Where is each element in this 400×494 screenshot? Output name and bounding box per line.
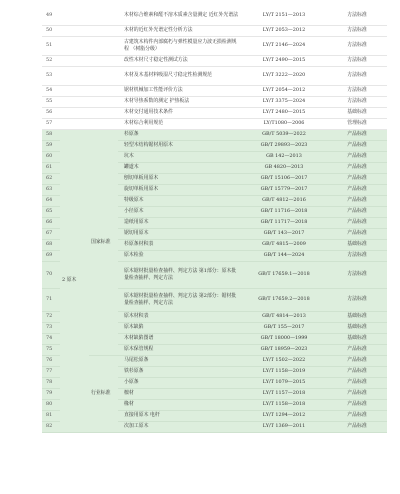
- row-number: 76: [42, 355, 60, 366]
- standard-code: GB/T 4812—2016: [241, 195, 327, 206]
- row-number: 78: [42, 377, 60, 388]
- row-number: 57: [42, 118, 60, 129]
- standard-name: 直接用原木 电杆: [118, 410, 241, 421]
- standard-code: GB/T 155—2017: [241, 322, 327, 333]
- row-number: 68: [42, 239, 60, 250]
- table-row: [42, 66, 387, 85]
- standard-type: 产品标准: [327, 355, 387, 366]
- standard-name: 铁杉原条: [118, 366, 241, 377]
- standard-type: 产品标准: [327, 399, 387, 410]
- table-row: [42, 355, 387, 366]
- standard-type: 产品标准: [327, 410, 387, 421]
- standard-type: 基础标准: [327, 239, 387, 250]
- standard-name: 木材及木基材料吸湿尺寸稳定性检测规范: [118, 66, 241, 85]
- standard-name: 木材综合利用规范: [118, 118, 241, 129]
- standard-name: 木材交付通用技术条件: [118, 107, 241, 118]
- table-row: [42, 55, 387, 66]
- standard-code: GB/T 18959—2023: [241, 344, 327, 355]
- row-number: 53: [42, 66, 60, 85]
- major-category: 2 原木: [60, 129, 89, 432]
- standard-name: 特级原木: [118, 195, 241, 206]
- standard-code: LY/T 2054—2012: [241, 85, 327, 96]
- standard-name: 原木缺陷: [118, 322, 241, 333]
- table-row: [42, 129, 387, 140]
- standard-name: 原木锯材批量检查抽样、判定方法 第1部分：原木批量检查抽样、判定方法: [118, 261, 241, 288]
- standard-name: 杉原条: [118, 129, 241, 140]
- row-number: 51: [42, 36, 60, 55]
- standard-name: 木材的近红外光谱定性分析方法: [118, 25, 241, 36]
- standard-name: 马尾松原条: [118, 355, 241, 366]
- row-number: 77: [42, 366, 60, 377]
- standard-name: 旋切单板用原木: [118, 184, 241, 195]
- industry-standard-label: 行业标准: [89, 355, 118, 432]
- standard-type: 产品标准: [327, 151, 387, 162]
- standard-type: 方法标准: [327, 55, 387, 66]
- standard-code: LY/T 1294—2012: [241, 410, 327, 421]
- major-category-cell: [60, 107, 89, 118]
- table-row: [42, 85, 387, 96]
- standard-name: 原木保管规程: [118, 344, 241, 355]
- row-number: 71: [42, 288, 60, 311]
- standard-code: GB/T 17659.1—2018: [241, 261, 327, 288]
- sub-category-cell: [89, 36, 118, 55]
- standard-code: LY/T 2146—2024: [241, 36, 327, 55]
- standard-type: 方法标准: [327, 66, 387, 85]
- standard-code: GB 4820—2013: [241, 162, 327, 173]
- row-number: 56: [42, 107, 60, 118]
- major-category-cell: [60, 36, 89, 55]
- table-row: [42, 25, 387, 36]
- sub-category-cell: [89, 55, 118, 66]
- standard-type: 方法标准: [327, 96, 387, 107]
- table-row: [42, 6, 387, 25]
- standard-code: GB/T 15779—2017: [241, 184, 327, 195]
- sub-category-cell: [89, 118, 118, 129]
- standard-type: 产品标准: [327, 377, 387, 388]
- standard-name: 造纸用原木: [118, 217, 241, 228]
- standard-name: 小径原木: [118, 206, 241, 217]
- standard-type: 方法标准: [327, 25, 387, 36]
- national-standard-label: 国家标准: [89, 129, 118, 355]
- standard-name: 轻型木结构锯材用原木: [118, 140, 241, 151]
- sub-category-cell: [89, 6, 118, 25]
- major-category-cell: [60, 66, 89, 85]
- row-number: 72: [42, 311, 60, 322]
- standard-name: 古建筑木构件内部腐朽与弹性模量应力波无损检测规程 （树脂分级）: [118, 36, 241, 55]
- major-category-cell: [60, 85, 89, 96]
- standard-type: 产品标准: [327, 344, 387, 355]
- standard-code: GB/T 4815—2009: [241, 239, 327, 250]
- row-number: 81: [42, 410, 60, 421]
- standard-code: LY/T 1502—2022: [241, 355, 327, 366]
- standard-type: 方法标准: [327, 36, 387, 55]
- table-row: [42, 107, 387, 118]
- major-category-cell: [60, 118, 89, 129]
- standard-type: 产品标准: [327, 388, 387, 399]
- standard-name: 改性木材尺寸稳定性测试方法: [118, 55, 241, 66]
- standard-name: 坑木: [118, 151, 241, 162]
- standard-name: 锯切用原木: [118, 228, 241, 239]
- standard-code: LY/T 1369—2011: [241, 421, 327, 432]
- standard-name: 木材综合维素和醛不溶木质素含量测定 近红外光谱法: [118, 6, 241, 25]
- standard-type: 产品标准: [327, 206, 387, 217]
- row-number: 61: [42, 162, 60, 173]
- row-number: 60: [42, 151, 60, 162]
- standard-code: GB/T 11717—2018: [241, 217, 327, 228]
- standard-type: 产品标准: [327, 366, 387, 377]
- standard-type: 基础标准: [327, 322, 387, 333]
- row-number: 55: [42, 96, 60, 107]
- standard-code: LY/T 3222—2020: [241, 66, 327, 85]
- row-number: 75: [42, 344, 60, 355]
- major-category-cell: [60, 25, 89, 36]
- major-category-cell: [60, 6, 89, 25]
- row-number: 50: [42, 25, 60, 36]
- standard-code: LY/T 1079—2015: [241, 377, 327, 388]
- standard-code: LY/T 2053—2012: [241, 25, 327, 36]
- standard-name: 杉原条材积表: [118, 239, 241, 250]
- major-category-cell: [60, 55, 89, 66]
- row-number: 59: [42, 140, 60, 151]
- standard-type: 产品标准: [327, 140, 387, 151]
- standard-type: 产品标准: [327, 228, 387, 239]
- standard-name: 刨切单板用原木: [118, 173, 241, 184]
- standard-code: LY/T 2490—2015: [241, 55, 327, 66]
- standard-name: 次加工原木: [118, 421, 241, 432]
- standard-name: 小原条: [118, 377, 241, 388]
- standard-name: 锯材机械加工性能评价方法: [118, 85, 241, 96]
- sub-category-cell: [89, 25, 118, 36]
- standard-code: LY/T 1158—2019: [241, 366, 327, 377]
- row-number: 73: [42, 322, 60, 333]
- row-number: 54: [42, 85, 60, 96]
- row-number: 64: [42, 195, 60, 206]
- row-number: 74: [42, 333, 60, 344]
- table-row: [42, 96, 387, 107]
- standard-type: 产品标准: [327, 421, 387, 432]
- standard-name: 原木锯材批量检查抽样、判定方法 第2部分：锯材批量检查抽样、判定方法: [118, 288, 241, 311]
- row-number: 80: [42, 399, 60, 410]
- standard-type: 方法标准: [327, 288, 387, 311]
- standard-code: GB/T 15106—2017: [241, 173, 327, 184]
- row-number: 63: [42, 184, 60, 195]
- standard-code: GB/T 29893—2023: [241, 140, 327, 151]
- row-number: 66: [42, 217, 60, 228]
- standard-type: 产品标准: [327, 129, 387, 140]
- standard-type: 产品标准: [327, 162, 387, 173]
- row-number: 70: [42, 261, 60, 288]
- standard-code: LY/T1080—2006: [241, 118, 327, 129]
- standard-code: LY/T 2151—2013: [241, 6, 327, 25]
- standard-type: 产品标准: [327, 184, 387, 195]
- table-row: [42, 118, 387, 129]
- standard-name: 檩材: [118, 388, 241, 399]
- row-number: 82: [42, 421, 60, 432]
- standard-code: GB/T 4814—2013: [241, 311, 327, 322]
- row-number: 67: [42, 228, 60, 239]
- standard-name: 木材导热系数的测定 护热板法: [118, 96, 241, 107]
- row-number: 65: [42, 206, 60, 217]
- row-number: 49: [42, 6, 60, 25]
- standard-code: LY/T 3375—2024: [241, 96, 327, 107]
- major-category-cell: [60, 96, 89, 107]
- standard-code: GB/T 17659.2—2018: [241, 288, 327, 311]
- standard-type: 基础标准: [327, 107, 387, 118]
- standard-code: LY/T 2480—2015: [241, 107, 327, 118]
- row-number: 69: [42, 250, 60, 261]
- standard-name: 原木材积表: [118, 311, 241, 322]
- sub-category-cell: [89, 107, 118, 118]
- sub-category-cell: [89, 66, 118, 85]
- sub-category-cell: [89, 96, 118, 107]
- standard-type: 产品标准: [327, 173, 387, 184]
- standard-type: 基础标准: [327, 333, 387, 344]
- sub-category-cell: [89, 85, 118, 96]
- standard-type: 基础标准: [327, 311, 387, 322]
- standard-name: 罐道木: [118, 162, 241, 173]
- standard-code: LY/T 1158—2018: [241, 399, 327, 410]
- row-number: 58: [42, 129, 60, 140]
- standard-code: GB/T 144—2024: [241, 250, 327, 261]
- row-number: 79: [42, 388, 60, 399]
- standard-code: GB/T 11716—2018: [241, 206, 327, 217]
- standard-type: 管理标准: [327, 118, 387, 129]
- standard-type: 方法标准: [327, 85, 387, 96]
- row-number: 62: [42, 173, 60, 184]
- standard-code: GB 142—2013: [241, 151, 327, 162]
- standards-table: [42, 6, 387, 433]
- standard-code: GB/T 5039—2022: [241, 129, 327, 140]
- row-number: 52: [42, 55, 60, 66]
- standard-name: 椽材: [118, 399, 241, 410]
- standard-name: 木材缺陷图谱: [118, 333, 241, 344]
- standard-code: GB/T 18000—1999: [241, 333, 327, 344]
- standard-type: 产品标准: [327, 217, 387, 228]
- standard-code: LY/T 1157—2018: [241, 388, 327, 399]
- standard-name: 原木检验: [118, 250, 241, 261]
- standard-type: 产品标准: [327, 195, 387, 206]
- standard-type: 方法标准: [327, 261, 387, 288]
- standard-code: GB/T 143—2017: [241, 228, 327, 239]
- standard-type: 方法标准: [327, 250, 387, 261]
- standard-type: 方法标准: [327, 6, 387, 25]
- table-row: [42, 36, 387, 55]
